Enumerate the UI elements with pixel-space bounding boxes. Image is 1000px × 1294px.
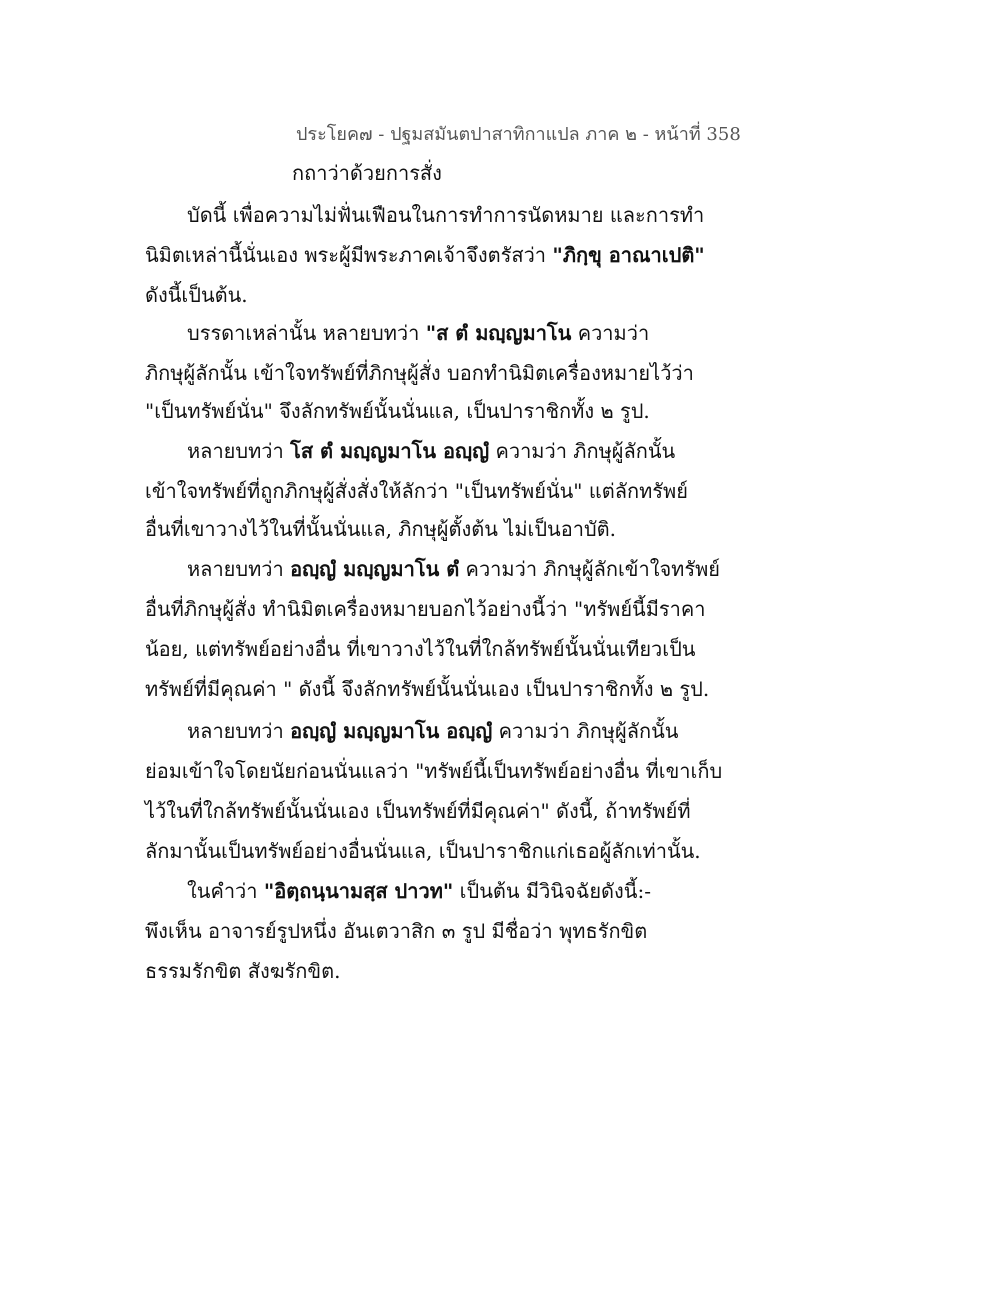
text-segment: หลายบทว่า	[187, 719, 291, 743]
text-line	[187, 876, 651, 906]
text-line	[187, 554, 720, 584]
text-line	[187, 200, 704, 230]
text-segment: อื่นที่ภิกษุผู้สั่ง ทำนิมิตเครื่องหมายบอกไว้อย่างนี้ว่า "ทรัพย์นี้มีราคา	[145, 597, 706, 621]
text-segment: ทรัพย์ที่มีคุณค่า " ดังนี้ จึงลักทรัพย์นั้นนั่นเอง เป็นปาราชิกทั้ง ๒ รูป.	[145, 677, 710, 701]
text-segment: ความว่า	[571, 321, 650, 345]
text-segment: บัดนี้ เพื่อความไม่ฟั่นเฟือนในการทำการนัดหมาย และการทำ	[187, 203, 705, 227]
pali-term: อญฺญํ มญฺญมาโน อญฺญํ	[290, 719, 493, 743]
text-segment: บรรดาเหล่านั้น หลายบทว่า	[187, 321, 426, 345]
text-segment: น้อย, แต่ทรัพย์อย่างอื่น ที่เขาวางไว้ในที่ใกล้ทรัพย์นั้นนั่นเทียวเป็น	[145, 637, 696, 661]
text-line	[145, 916, 647, 946]
text-line	[145, 634, 695, 664]
pali-term: "อิตฺถนฺนามสฺส ปาวท"	[263, 879, 454, 903]
text-segment: นิมิตเหล่านี้นั่นเอง พระผู้มีพระภาคเจ้าจึงตรัสว่า	[145, 243, 553, 267]
text-segment: ความว่า ภิกษุผู้ลักนั้น	[492, 719, 679, 743]
text-segment: หลายบทว่า	[187, 557, 291, 581]
text-line	[145, 240, 705, 270]
text-segment: ความว่า ภิกษุผู้ลักนั้น	[489, 439, 676, 463]
text-line	[187, 318, 649, 348]
pali-term: "ภิกฺขุ อาณาเปติ"	[552, 243, 705, 267]
pali-term: "ส ตํ มญฺญมาโน	[425, 321, 572, 345]
text-line	[145, 756, 722, 786]
text-line	[145, 956, 340, 986]
text-line	[145, 836, 701, 866]
text-line	[145, 280, 248, 310]
text-line	[145, 674, 709, 704]
text-line	[145, 594, 706, 624]
text-segment: พึงเห็น อาจารย์รูปหนึ่ง อันเตวาสิก ๓ รูป มีชื่อว่า พุทธรักขิต	[145, 919, 648, 943]
text-segment: ธรรมรักขิต สังฆรักขิต.	[145, 959, 341, 983]
text-segment: เป็นต้น มีวินิจฉัยดังนี้:-	[453, 879, 651, 903]
text-segment: ในคำว่า	[187, 879, 264, 903]
text-segment: อื่นที่เขาวางไว้ในที่นั้นนั่นแล, ภิกษุผู้ตั้งต้น ไม่เป็นอาบัติ.	[145, 517, 616, 541]
pali-term: โส ตํ มญฺญมาโน อญฺญํ	[290, 439, 490, 463]
pali-term: อญฺญํ มญฺญมาโน ตํ	[290, 557, 460, 581]
text-line	[187, 716, 678, 746]
text-segment: ความว่า ภิกษุผู้ลักเข้าใจทรัพย์	[459, 557, 721, 581]
section-title: กถาว่าด้วยการสั่ง	[292, 161, 442, 185]
text-segment: ภิกษุผู้ลักนั้น เข้าใจทรัพย์ที่ภิกษุผู้สั่ง บอกทำนิมิตเครื่องหมายไว้ว่า	[145, 361, 694, 385]
text-line	[145, 358, 694, 388]
text-segment: "เป็นทรัพย์นั่น" จึงลักทรัพย์นั้นนั่นแล, เป็นปาราชิกทั้ง ๒ รูป.	[145, 399, 650, 423]
text-line	[187, 436, 675, 466]
text-line	[145, 476, 688, 506]
text-line	[145, 796, 691, 826]
text-segment: ไว้ในที่ใกล้ทรัพย์นั้นนั่นเอง เป็นทรัพย์ที่มีคุณค่า" ดังนี้, ถ้าทรัพย์ที่	[145, 799, 691, 823]
text-segment: ดังนี้เป็นต้น.	[145, 283, 248, 307]
text-segment: เข้าใจทรัพย์ที่ถูกภิกษุผู้สั่งสั่งให้ลักว่า "เป็นทรัพย์นั่น" แต่ลักทรัพย์	[145, 479, 688, 503]
text-segment: ลักมานั้นเป็นทรัพย์อย่างอื่นนั่นแล, เป็นปาราชิกแก่เธอผู้ลักเท่านั้น.	[145, 839, 701, 863]
page-header: ประโยค๗ - ปฐมสมันตปาสาทิกาแปล ภาค ๒ - หน้าที่ 358	[296, 124, 741, 145]
text-segment: หลายบทว่า	[187, 439, 291, 463]
text-segment: ย่อมเข้าใจโดยนัยก่อนนั่นแลว่า "ทรัพย์นี้เป็นทรัพย์อย่างอื่น ที่เขาเก็บ	[145, 759, 723, 783]
text-line	[145, 396, 650, 426]
text-line	[145, 514, 616, 544]
